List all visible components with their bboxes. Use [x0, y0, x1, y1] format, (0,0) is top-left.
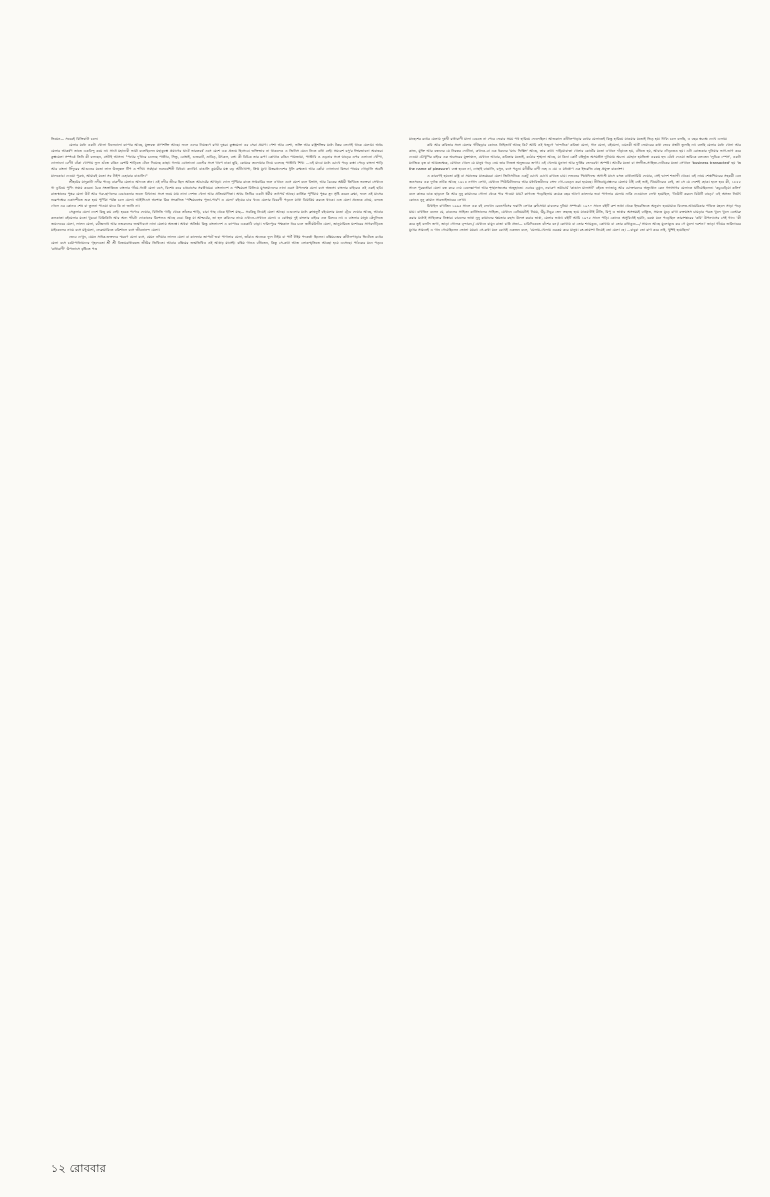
paragraph: ভেবে দেখুন, যেমন সাধক-ভক্তদের স্মরণে মেলা বসে, যেমন নদিয়ার লালন মেলা বা কালনার জাপটে ভবা পাগলার মেলা, তাঁরাও অনেকে ফুল টাইম বা পার্ট টাইম পদকর্তা ছিলেন। বঙ্কিমচন্দ্রের কাঁটালপাড়ার ভিটেতে রথের মেলা বসে চট্টোপাধ্যায়দের গৃহদেবতা শ্রী শ্রী বিজয়রাধাবল্লভ জীউর তিথিতে। আবার বঙ্কিমের জন্মতিথিও ওই আষাঢ় মাসেই। বঙ্কিম গানও বাঁধতেন, কিন্তু সে-কথা আজ লোকস্মৃতিতে আবছা হয়ে এসেছে। পাঠকের মনে পড়বে 'রাধারাণী' উপন্যাসে বৃষ্টিতে পণ্ড [51, 234, 383, 251]
paragraph: মিখাইল বাখতিন ১৯৬৫ সালে এক বই লেখেন রেনেসাঁসের ফরাসি লেখক ফ্রাঁসোয়া রাবলের দুনিয়া সম্পর্কে। ১৯৭০ সালে বইটি রুশ ভাষা থেকে ইংরেজিতে অনুবাদ হওয়ামাত্র বিলেত-আমেরিকার পণ্ডিত মহলে সাড়া পড়ে যায়। বাখতিন বলেন যে, রাবলের সাহিত্য কার্নিভালের সাহিত্য, যেখানে বেনিয়মটাই নিয়ম, উঁচু-নিচুর ভেদ তছনছ হয়ে যাওয়াটাই রীতি, রিপু ও ভাষার অসংযমই বাঞ্ছিত, সযত্নে মুড়ে রাখা রক্তমাংস চামড়ার পরত খুলে খুলে বেআব্রু করার মধ্যেই সাহিত্যের নিস্তার। রাবলের ভাষা নুনু কামানের ক্ষমতার রহস্য উলঙ্গ করার ভাষা, মেলার ভাষা। বইটি আমি ১৯৭৫ সালে পড়ি। কোনও অসুবিধেই হয়নি, বরঞ্চ মনে পড়েছিল তারাশঙ্করের 'কবি' উপন্যাসের সেই গান: 'কী করে তুই বললি জগা, জাড়া গোলক বৃন্দাবন,/ যেখানে বামুন রাজা চাষি প্রজা— চারিদিকেতে বাঁশের বন।/ কোথায় বা তোর শ্যামকুণ্ড, কোথায় বা তোর রাধাকুণ্ড—/ সামনে আছে মুলোকুণ্ড কর গে মুলো দরশন।' জাড়া গাঁয়ের জমিদারের মুখের সামনেই এ গান গেয়েছিলেন ভোলা ময়রা। সে-কথা মনে রেখেই একজন বলে, 'মেলায়-খেলায় ওরকম করে মানুষ। রং-তামাশা নিয়েই তো মেলা হে। ...বাবুরা তো রাগ করে নাই, খুশিই হয়েছিল।' [409, 204, 741, 233]
left-column [51, 136, 383, 1136]
paragraph: এ কারণেই হয়তো রাষ্ট্র বা সমাজের মাতব্বররা মেলা জিনিসটাকে একটু চোখে চোখে রাখতে চায়। লন্ডনের স্মিথফিল্ডে অগাস্ট মাসে বসত বার্থলোমিউ ফেয়ার, সেই দ্বাদশ শতাব্দী থেকে। ওই নামে শেক্সপিয়রের সহকর্মী বেন জনসনের এক দুর্দান্ত নাটক আছে ১৬১৪ নাগাদ লেখা, যেখানে পিউরিটানদের আর মধ্যবিত্তবীদের স্রেফ গো-বেড়েন করা হয়েছে। নীতিবায়ুগ্রস্তদের মেলায় ঠাঁই নেই ভাই, থিয়েটারেও নেই, তা সে যে দেশেই হোক। হলে হবে কী, ১৮৫৫ সালে পুরকর্তারা মেলা বন্ধ করে দেয় বেলেল্লাপনা আর শৃঙ্খলাভঙ্গের অজুহাতে। এবারে বুঝুন, নবারুণ ভট্টাচার্য 'কাঙাল মালসাট' বইতে ফ্যাতাড়ু আর চোক্তারদের অভ্যুত্থান কেন গঙ্গাসাগর মেলাতে ঘটিয়েছিলেন। 'কচুবেড়িয়া কলিং' বলে কাতর ডাক ছাড়লে কি আর নুনু কামানের গোলা থেকে পার পাওয়া যায়? কাগজে পড়েছিলাম কয়েক বছর আগে কালনার ভবা পাগলার মেলায় নাকি দেওয়ালে লেখা হয়েছিল, 'ডিউটি করলে বিউটি বাড়ে।' এই অসত্য নির্ঘাৎ কোনও নুনু কামান সারভাইভারের লেখা। [409, 173, 741, 202]
paragraph: সেকুলার মেলা দেশে কিছু কম নেই। হরেক পণ্যের ফেয়ার, বিলিতি গাড়ি থেকে তাঁতের শাড়ি, চারা গাছ থেকে ইলিশ মাছ— সবকিছু নিয়েই মেলা আছে। এগুলোর মধ্যে ফ্রাঙ্কফুর্ট বইমেলার মতো ট্রেড ফেয়ার আছে, আবার কলকাতা বইমেলার মতো খুচরো বিকিকিনি আর অন্য পাঁচটা দোকানের মিশেলও আছে ঢের। কিন্তু যা আশ্চর্যের, তা হল কবিদের নামে এখানে-সেখানে মেলা। এ বোধহয় দুই বাংলার বাইরে এত মিলবে না। এ বাংলার মানুষ কেঁদুলিতে জয়দেবের মেলা, লালন মেলা, রবীন্দ্রনাথ আর নজরুলের জন্মদিবসে নানা মেলায় অভ্যস্ত। অথবা অতিষ্ঠ। কিন্তু বাংলাদেশ এ ব্যাপারে এককাঠি বাড়া। ফরিদপুরে পক্ষকাল ধরে চলে জসীমউদ্দীন মেলা, জানুয়ারিতে যশোরের সাগরদাঁড়িতে মাইকেলের নামে বসে মধুমেলা, ফেব্রুয়ারিতে বরিশালে বসে জীবনানন্দ মেলা। [51, 210, 383, 233]
paragraph: মেলার মধ্যে একটা খোলা ঢিলেঢালা ব্যাপার আছে, মুক্তবন্ধ প্রাণশক্তি আছে। ফলে এদের নিয়ন্ত্রণে রাখা দুষ্কর। কুম্ভমেলা এর সেরা প্রমাণ। পেশা আর নেশা, ভক্তি আর রাষ্ট্রশক্তির মধ্যে টক্কর লেগেই থাকে মেলায়। অথচ মেলার আকর্ষণ তাতে একবিন্দু কমে না। সাধে মহাদেবী ভার্মা বলেছিলেন মহাকুম্ভে প্রয়াগের ঘাটে ভারতবর্ষ এসে মেশে এক প্রত্যয় হিসেবে। ভক্তিভাব না থাকলেও এ জিনিস মেনে নিতে বাধা নেই। সমরেশ বসু'র ঈশ্বরভাবনা অবান্তর। কুম্ভমেলা সম্পর্কে তিনি কী বলছেন, সেটাই আসল। "পথের দু'ধারে চলেছে পাঞ্জাব, সিন্ধু, বোম্বাই, গুজরাট, দ্রাবিড়, উৎকল, বঙ্গ। কী বিচিত্র তার রূপ! কোথাও রঙিন পায়জামা, পাঞ্জাবি ও ওড়নার সঙ্গে ঘাড়ের ওপর এলানো খোঁপা, দোলানো বেণী! বাঁকা খোপায় ফুল গুঁজে রঙিন রেশমি শাড়িতে টেনে দিয়েছে কাছা। গলায় ঝোলানো বেল্টের সঙ্গে খাপে ঢাকা ছুরি, কোমরে তলোয়ার নিয়ে চলেছে পাঞ্জাবি শিখ। ...এই মাঝে মধ্যে চোখে পড়ে কস্তা পেড়ে বাংলা শাড়ি আর বাংলা সিঁদুরের আগুনের মতো লাল উজ্জ্বল টিপ ও শাঁখা। সর্বহারা শুভ্রবেশিনী বিধবা। কদাচিৎ বাঙালি কুমারীর মস্ত বড় আঁটখোপা, স্নিগ্ধ মুখে উত্তরপ্রদেশের ধুলি রুক্ষতা। আর কোঁচা দোলানো কিংবা পায়ের গোড়ালি অবধি মালকোচা দেওয়া পুরুষ, আমারই মতো সব টাইপ চেহারার বাঙালি।" [51, 143, 383, 178]
right-column [409, 136, 741, 1136]
paragraph: শ্রীহট্টের যাদুকাটা নদীর পাড়ে বারুণীর মেলাও আদতে স্নান। এই নদীর তীরে ছিল অদ্বৈত আচার্যের আখড়া। দোল পূর্ণিমার রাতে সপ্তবারির জল এখানে এসে মেশে বলে বিশ্বাস, আর চৈত্রের অষ্টমী তিথিতে ভক্তেরা সেখানে গা ডুবিয়ে পুণ্যি সঞ্চয় করেন। চৈত্র সংক্রান্তিতে বাংলার গাঁয়ে-গঞ্জে মেলা বসে, বিশেষ করে চাষবাসের সরঞ্জামের। বাংলাদেশ ও পশ্চিমবঙ্গ মিলিয়ে মুসলমানদের নানা ওরস উপলক্ষে মেলা বসে অজস্র। বাংলার বাইরেও ওই একই ছবি। রাজস্থানের পুষ্কর মেলা উট আর গরু-ছাগলের বেচাকেনার জন্যে বিখ্যাত। সঙ্গে জমে যায় নানা দেশজ খেলা আর প্রতিযোগিতা। অথচ তিথির একটা ধর্মীয় তাৎপর্য আছে। কার্তিক পূর্ণিমায় পুষ্কর হ্রদ সৃষ্টি করেন ব্রহ্মা, ফলে ওই মাসের শুক্লপক্ষের একাদশীতে শুরু হয়ে পূর্ণিমা পর্যন্ত চলে মেলা। আইসিএস অশোক মিত্র সংকলিত 'পশ্চিমবঙ্গের পূজা-পার্বণ ও মেলা' বইয়ের চার খণ্ডে মেলার বিবরণী পড়লে মাথা ঝিমঝিম করতে থাকে। এত মেলা প্রত্যেক গ্রামে, বলতে গেলে এর কোনও শেষ বা তুলনা পাওয়া যাবে কি না জানি না। [51, 179, 383, 209]
article-body [51, 136, 741, 1136]
paragraph: ভিয়েন— সবেরই বিক্রিবাটা চলে। [51, 137, 99, 141]
paragraph: কবি আর কবিতার সঙ্গে মেলার গাঁটছড়ার কোনও নিহিতার্থ আছে কি? আমি ওই হুজুগে 'নান্দনিক' কবিতা মেলা, গান মেলা, বইমেলা, এমনকী আর্ট ফেয়ারের কথা ভেবে প্রশ্নটা তুলছি না। বলছি মেলার মধ্যে খেলা আর কাজ, মুক্তি আর বন্ধনের যে নিরন্তর দোটানা, কখনও-বা এক ধরনের 'ম্যাচ ফিক্সিং' আছে, তার কথা। দাড়িয়াবান্ধা খেলার কোর্টের মতো এখানে দাঁড়াতে হয়, বাঁধতে হয়, আবার দৌড়তেও হয়। এটা রোজকার দুনিয়ার ভাগ-ভাগ করে দেওয়া চৌখুপির বাইরে এক অবসরের মুক্তাঞ্চল, যেখানে আবার, কবিতার মতোই, কঠোর শৃঙ্খলা আছে, যা কিনা কোর্ট বহির্ভূত অসমঞ্জস দুনিয়ায় অচল। য়োহান হয়জিঙ্গা এরকম হদ্দ বেঁধে দেওয়া জমিকে বলতেন 'লুডিক স্পেস', একটা ম্যাজিক বৃত্ত বা আয়তক্ষেত্র, যেখানে খেলে যে মানুষ গড়ে নেয় তার নিজস্ব অনুভবের জগৎ। এই খেলায় মুনাফা আর ফুর্তির ভেদরেখা অস্পষ্ট। আর্টের মতো বা সংগীত-সাহিত্য-নাটকের মতো সেখানে 'business transacted' হয় 'in the name of pleasure'। ব্যস্ত হবেন না, দোহাই বাঙালি, বসুন, বসে পড়ুন। মনীষীর বাণী নহে এ যে। এ মধ্যপ্রাণ এক ইংরেজি গ্রন্থে প্রযুক্ত বাক্যাংশ। [409, 143, 741, 172]
paragraph: মাহেশের রথের মেলায় দুঃখী রাধারাণী মালা বেচতে না পেরে ফেরার সময় পথ হারিয়ে ফেলেছিল। আজকাল কাঁটালপাড়ার রথের মেলাতেই কিন্তু হারিয়ে যাওয়ার মতোই ভিড় হয়। দিব্যি চলে বলছি, এ বছর স্বচক্ষে দেখে এলাম। [409, 137, 728, 141]
page-footer: ১২ রোববার [51, 1162, 107, 1175]
